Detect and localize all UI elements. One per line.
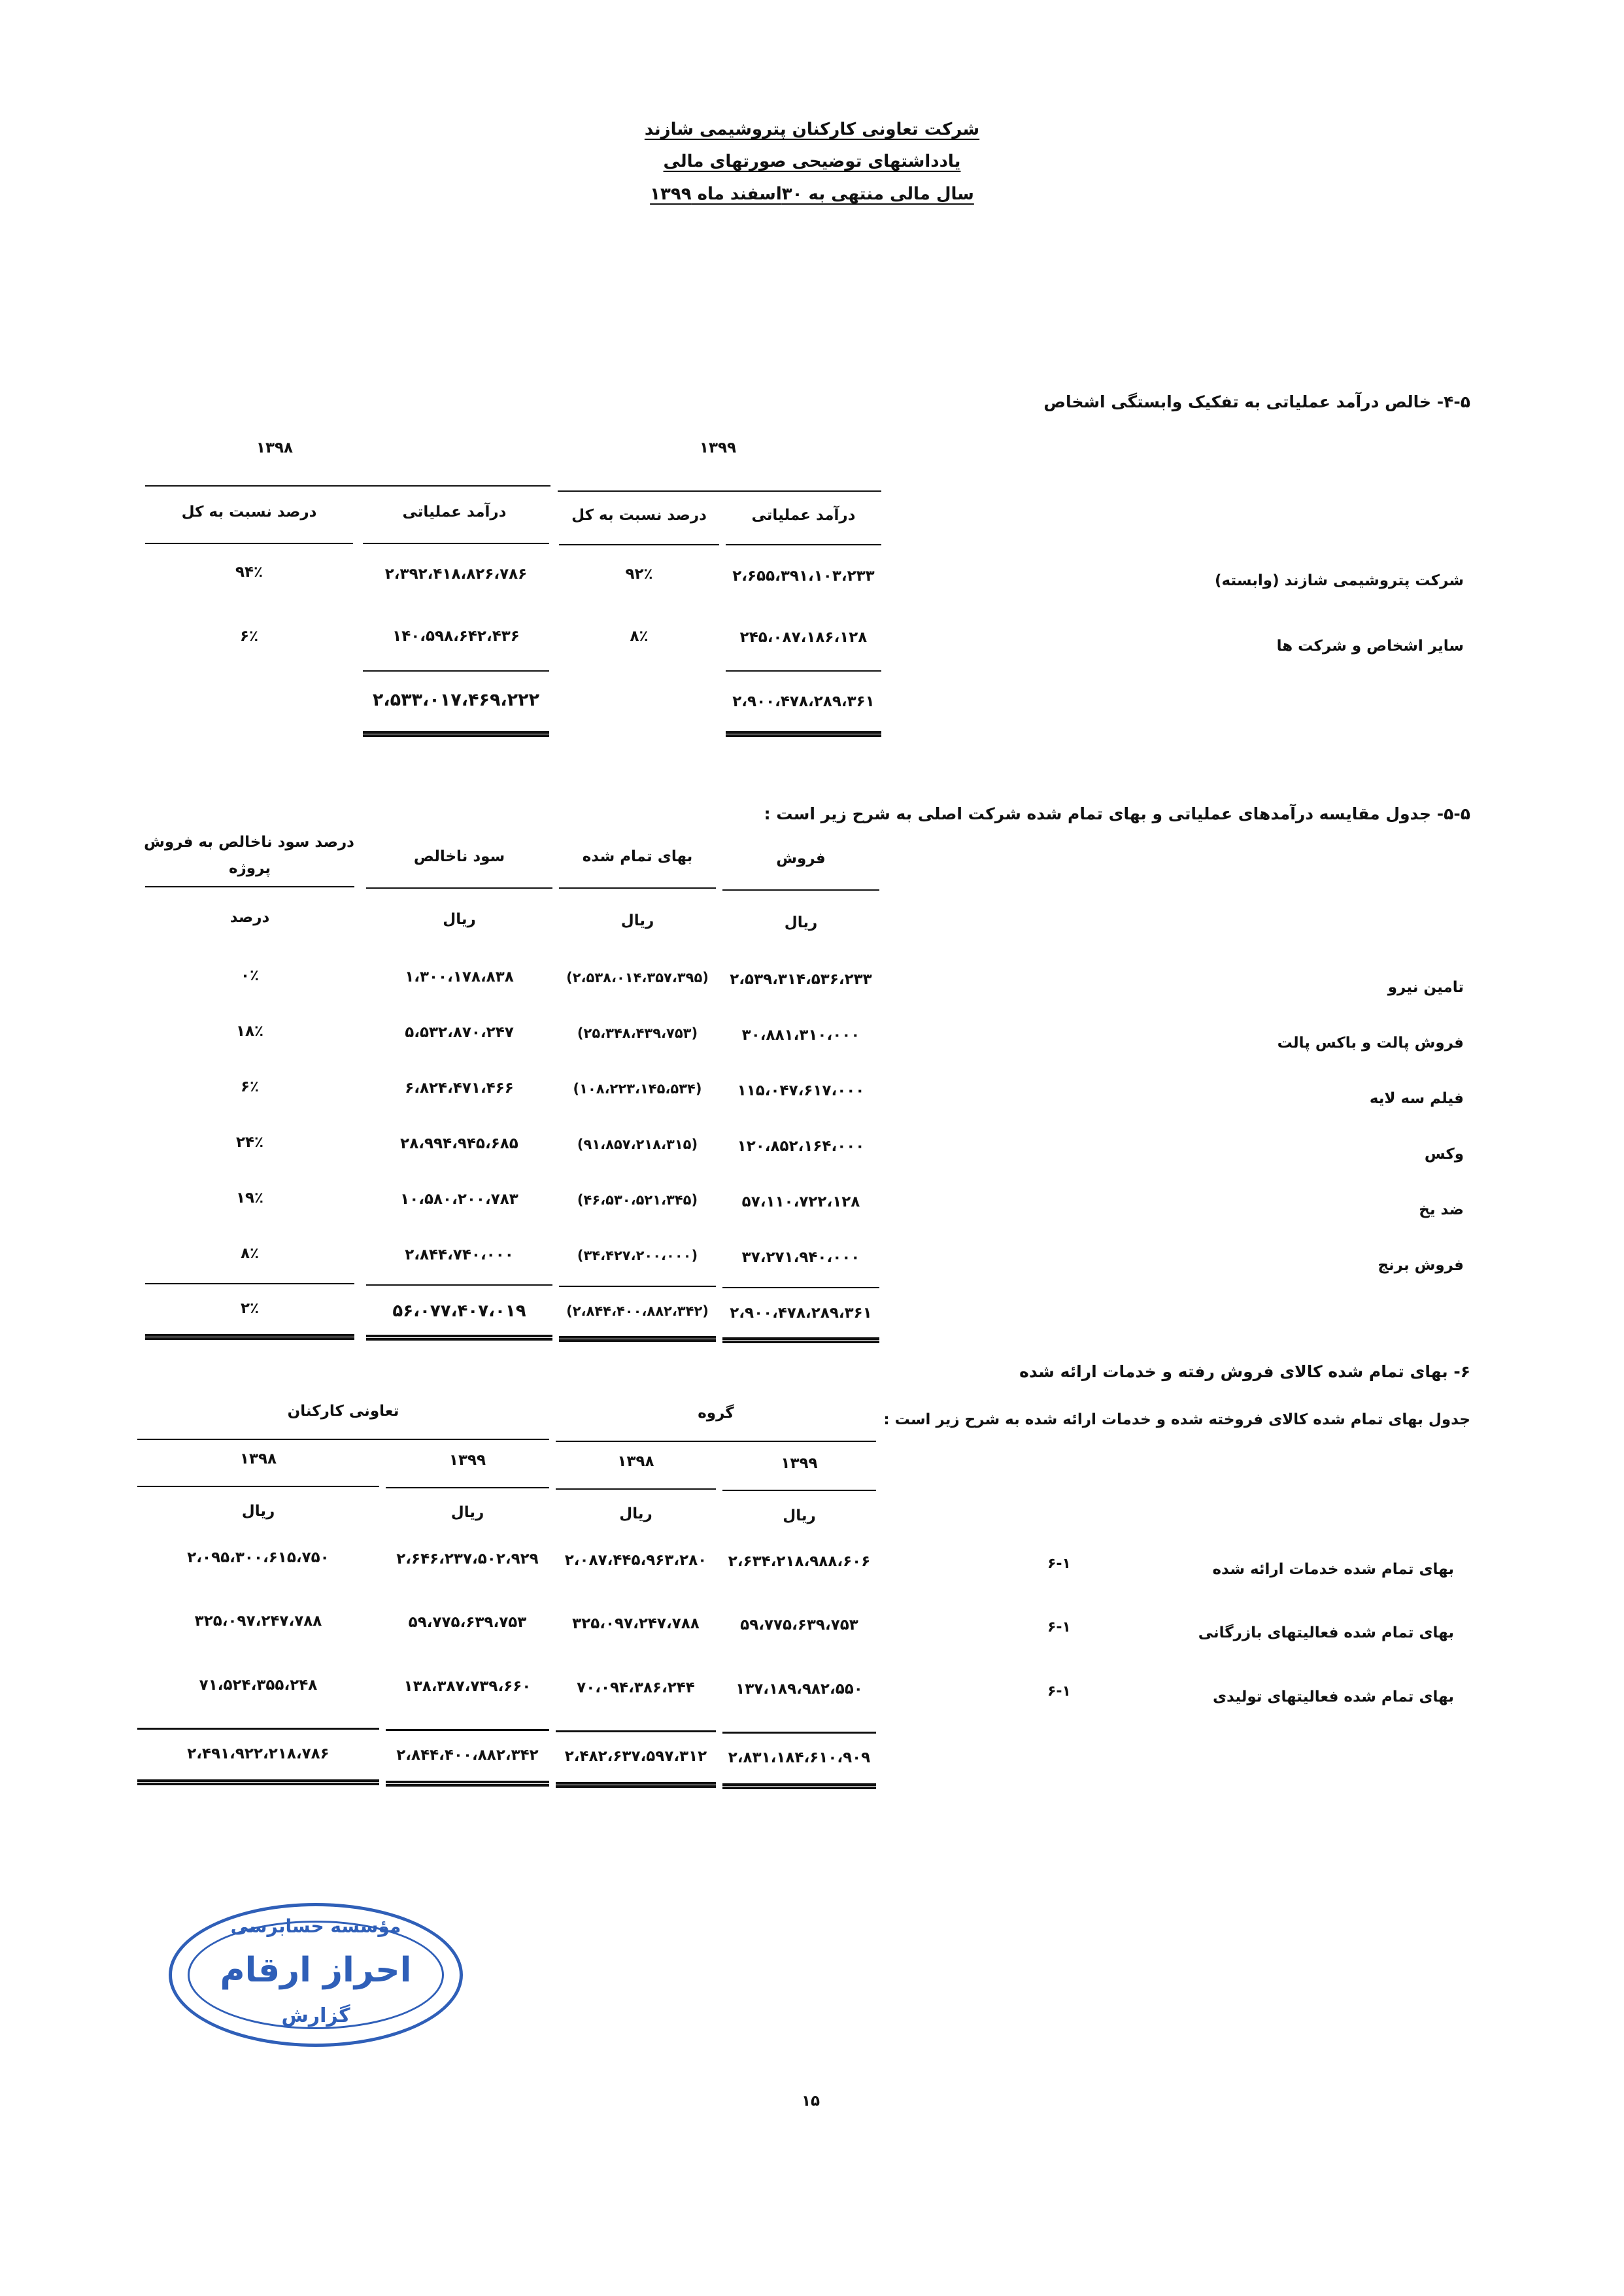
margin-value: ۶٪ [240,1078,260,1095]
section-5-5-title: ۵-۵- جدول مقایسه درآمدهای عملیاتی و بهای تمام شده شرکت اصلی به شرح زیر است : [764,804,1470,823]
rule [722,1732,876,1734]
sales-value: ۳۷،۲۷۱،۹۴۰،۰۰۰ [741,1249,860,1266]
rule [145,886,354,887]
col-margin-line1: درصد سود ناخالص به فروش [144,834,354,851]
product-label: فیلم سه لایه [1369,1090,1464,1107]
total-1399: ۲،۹۰۰،۴۷۸،۲۸۹،۳۶۱ [732,693,875,710]
gross-profit-value: ۲،۸۴۴،۷۴۰،۰۰۰ [405,1246,514,1263]
cost-item-label: بهای تمام شده فعالیتهای بازرگانی [1198,1624,1454,1641]
margin-value: ۲۴٪ [235,1134,264,1151]
product-label: وکس [1424,1146,1464,1163]
percent-1398: ۹۴٪ [235,564,263,581]
year-1399-header: ۱۳۹۹ [699,439,737,456]
fiscal-period: سال مالی منتهی به ۳۰اسفند ماه ۱۳۹۹ [650,184,974,204]
percent-1399: ۹۲٪ [625,566,653,583]
rule [363,670,549,672]
col-revenue-1398: درآمد عملیاتی [402,504,507,521]
group-1398-value: ۲،۰۸۷،۴۴۵،۹۶۳،۲۸۰ [564,1552,707,1569]
cost-value: (۲۵،۳۴۸،۴۳۹،۷۵۳) [577,1025,698,1041]
gross-profit-value: ۱،۳۰۰،۱۷۸،۸۳۸ [405,968,514,985]
product-label: ضد یخ [1419,1201,1464,1218]
total-double-rule [386,1781,549,1787]
note-reference: ۶-۱ [1047,1619,1071,1636]
rule [363,543,549,544]
row-label: سایر اشخاص و شرکت ها [1276,638,1464,655]
section-6-title: ۶- بهای تمام شده کالای فروش رفته و خدمات ارائه شده [1019,1362,1470,1381]
rule [726,544,881,545]
group-1399-value: ۱۳۷،۱۸۹،۹۸۲،۵۵۰ [736,1681,863,1698]
total-cost: (۲،۸۴۴،۴۰۰،۸۸۲،۳۴۲) [566,1303,709,1319]
stamp-bottom-text: گزارش [281,2004,350,2027]
note-reference: ۶-۱ [1047,1683,1071,1700]
rule [137,1486,379,1487]
unit-rial: ریال [619,1505,652,1522]
sales-value: ۱۱۵،۰۴۷،۶۱۷،۰۰۰ [737,1082,865,1099]
coop-year-1399: ۱۳۹۹ [448,1452,486,1469]
total-double-rule [556,1782,716,1788]
total-1398: ۲،۵۳۳،۰۱۷،۴۶۹،۲۲۲ [372,690,540,710]
sales-value: ۳۰،۸۸۱،۳۱۰،۰۰۰ [741,1027,860,1044]
revenue-1398: ۲،۳۹۲،۴۱۸،۸۲۶،۷۸۶ [384,566,528,583]
total-double-rule [145,1334,354,1340]
total-double-rule [559,1336,716,1342]
margin-value: ۸٪ [240,1245,260,1262]
product-label: فروش پالت و باکس پالت [1277,1035,1464,1052]
coop-1398-value: ۳۲۵،۰۹۷،۲۴۷،۷۸۸ [194,1613,322,1630]
rule [366,1284,552,1286]
percent-1399: ۸٪ [630,628,649,645]
unit-rial: ریال [450,1504,484,1521]
group-header: گروه [698,1405,734,1422]
stamp-top-text: مؤسسه حسابرسی [230,1915,401,1937]
page-number: ۱۵ [801,2093,820,2110]
coop-year-1398: ۱۳۹۸ [239,1450,277,1467]
rule [145,485,550,487]
section-5-4-title: ۴-۵- خالص درآمد عملیاتی به تفکیک وابستگی اشخاص [1043,392,1470,411]
cost-item-label: بهای تمام شده خدمات ارائه شده [1212,1561,1454,1578]
group-total-1399: ۲،۸۳۱،۱۸۴،۶۱۰،۹۰۹ [728,1749,871,1766]
cost-value: (۱۰۸،۲۲۳،۱۴۵،۵۳۴) [573,1081,702,1097]
total-double-rule [726,731,881,737]
product-label: فروش برنج [1378,1257,1464,1274]
note-reference: ۶-۱ [1047,1556,1071,1572]
stamp-main-text: احراز ارقام [220,1951,412,1990]
company-title: شرکت تعاونی کارکنان پتروشیمی شازند [644,120,980,139]
gross-profit-value: ۶،۸۲۴،۴۷۱،۴۶۶ [405,1080,514,1097]
col-cost: بهای تمام شده [582,848,693,865]
unit-percent: درصد [229,909,270,926]
coop-1399-value: ۵۹،۷۷۵،۶۳۹،۷۵۳ [408,1614,527,1631]
coop-header: تعاونی کارکنان [287,1403,399,1420]
rule [145,1283,354,1284]
coop-1399-value: ۲،۶۴۶،۲۳۷،۵۰۲،۹۲۹ [396,1551,539,1568]
col-sales: فروش [776,850,826,867]
group-1399-value: ۵۹،۷۷۵،۶۳۹،۷۵۳ [740,1617,858,1634]
total-sales: ۲،۹۰۰،۴۷۸،۲۸۹،۳۶۱ [730,1305,872,1322]
rule [558,490,881,492]
group-1398-value: ۳۲۵،۰۹۷،۲۴۷،۷۸۸ [572,1615,700,1632]
document-subtitle: یادداشتهای توضیحی صورتهای مالی [663,152,961,171]
group-total-1398: ۲،۴۸۲،۶۳۷،۵۹۷،۳۱۲ [564,1748,707,1765]
rule [556,1441,876,1442]
unit-rial: ریال [443,911,476,928]
cost-value: (۹۱،۸۵۷،۲۱۸،۳۱۵) [577,1137,698,1152]
rule [137,1728,379,1730]
coop-1399-value: ۱۳۸،۳۸۷،۷۳۹،۶۶۰ [403,1678,532,1695]
total-double-rule [722,1783,876,1789]
coop-1398-value: ۲،۰۹۵،۳۰۰،۶۱۵،۷۵۰ [187,1549,330,1566]
rule [556,1730,716,1732]
col-percent-1398: درصد نسبت به کل [181,504,317,521]
rule [726,670,881,672]
cost-value: (۲،۵۳۸،۰۱۴،۳۵۷،۳۹۵) [566,970,709,985]
total-margin: ۲٪ [240,1300,260,1317]
gross-profit-value: ۵،۵۳۲،۸۷۰،۲۴۷ [405,1024,514,1041]
total-gross: ۵۶،۰۷۷،۴۰۷،۰۱۹ [392,1301,526,1321]
col-margin [145,829,354,882]
sales-value: ۱۲۰،۸۵۲،۱۶۴،۰۰۰ [737,1138,865,1155]
unit-rial: ریال [241,1503,275,1520]
cost-item-label: بهای تمام شده فعالیتهای تولیدی [1212,1688,1454,1705]
product-label: تامین نیرو [1387,979,1464,996]
cost-value: (۴۶،۵۳۰،۵۲۱،۳۴۵) [577,1192,698,1208]
col-percent-1399: درصد نسبت به کل [571,507,707,524]
sales-value: ۲،۵۳۹،۳۱۴،۵۳۶،۲۳۳ [730,971,872,988]
auditor-stamp [169,1903,463,2047]
unit-rial: ریال [783,1507,816,1524]
total-double-rule [722,1337,879,1343]
sales-value: ۵۷،۱۱۰،۷۲۲،۱۲۸ [741,1193,860,1210]
rule [559,887,716,889]
gross-profit-value: ۲۸،۹۹۴،۹۴۵،۶۸۵ [400,1135,518,1152]
coop-total-1398: ۲،۴۹۱،۹۲۲،۲۱۸،۷۸۶ [187,1745,330,1762]
coop-total-1399: ۲،۸۴۴،۴۰۰،۸۸۲،۳۴۲ [396,1747,539,1764]
row-label: شرکت پتروشیمی شازند (وابسته) [1215,572,1464,589]
revenue-1399: ۲۴۵،۰۸۷،۱۸۶،۱۲۸ [739,629,868,646]
total-double-rule [363,731,549,737]
rule [386,1729,549,1731]
margin-value: ۱۸٪ [235,1023,264,1040]
cost-value: (۳۴،۴۲۷،۲۰۰،۰۰۰) [577,1248,698,1263]
percent-1398: ۶٪ [239,628,259,645]
rule [559,544,719,545]
col-gross: سود ناخالص [413,848,505,865]
rule [366,887,552,889]
gross-profit-value: ۱۰،۵۸۰،۲۰۰،۷۸۳ [400,1191,518,1208]
total-double-rule [366,1335,552,1341]
year-1398-header: ۱۳۹۸ [256,439,294,456]
revenue-1398: ۱۴۰،۵۹۸،۶۴۲،۴۳۶ [392,628,520,645]
rule [722,1490,876,1491]
margin-value: ۰٪ [240,967,260,984]
rule [722,889,879,891]
total-double-rule [137,1779,379,1785]
rule [386,1487,549,1488]
section-6-subtitle: جدول بهای تمام شده کالای فروخته شده و خدمات ارائه شده به شرح زیر است : [883,1411,1470,1428]
margin-value: ۱۹٪ [235,1190,264,1207]
group-year-1398: ۱۳۹۸ [617,1453,654,1470]
revenue-1399: ۲،۶۵۵،۳۹۱،۱۰۳،۲۳۳ [732,568,875,585]
rule [722,1287,879,1288]
coop-1398-value: ۷۱،۵۲۴،۳۵۵،۲۴۸ [199,1677,318,1694]
rule [556,1488,716,1490]
group-year-1399: ۱۳۹۹ [781,1455,818,1472]
group-1399-value: ۲،۶۳۴،۲۱۸،۹۸۸،۶۰۶ [728,1553,871,1570]
unit-rial: ریال [620,912,654,929]
col-revenue-1399: درآمد عملیاتی [751,507,856,524]
rule [145,543,353,544]
unit-rial: ریال [784,914,818,931]
rule [137,1439,549,1440]
col-margin-line2: پروژه [228,860,271,877]
rule [559,1286,716,1287]
group-1398-value: ۷۰،۰۹۴،۳۸۶،۲۴۴ [577,1679,695,1696]
